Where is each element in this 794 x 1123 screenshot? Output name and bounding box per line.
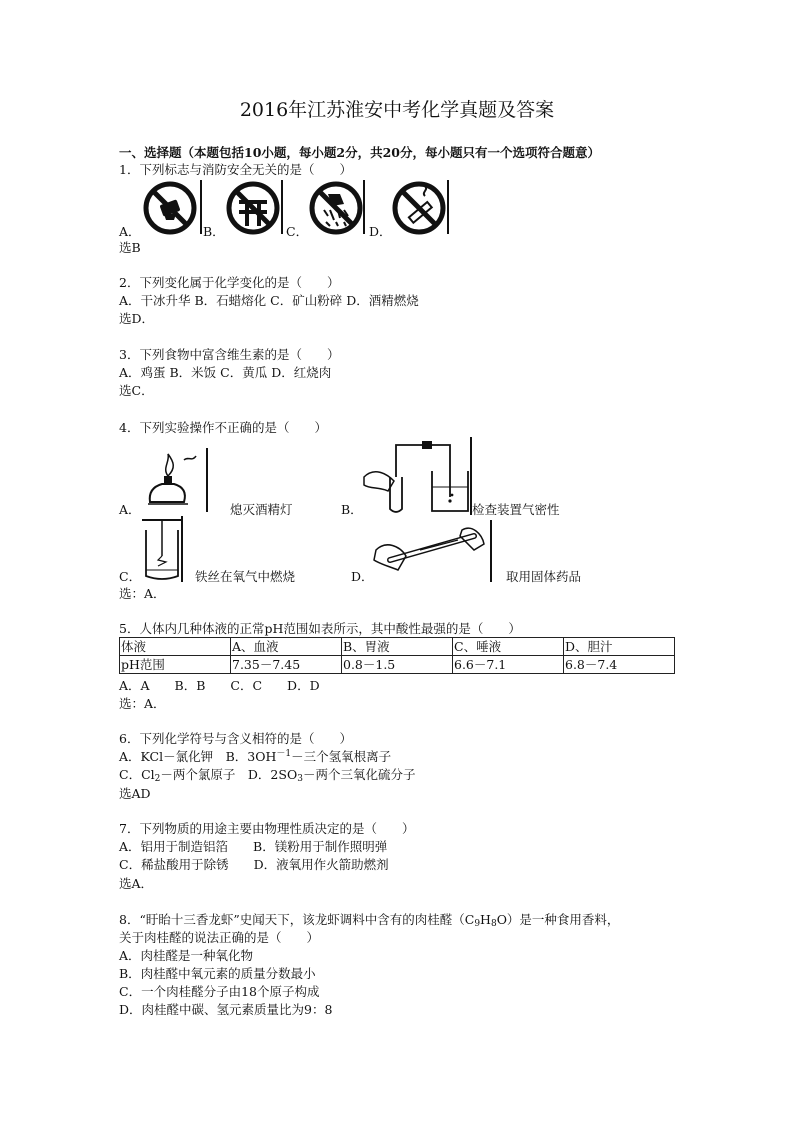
- table-cell: 0.8－1.5: [342, 656, 453, 674]
- table-cell: A、血液: [231, 638, 342, 656]
- q4-caption-c: 铁丝在氧气中燃烧: [195, 569, 296, 584]
- q8-stem-line-2: 关于肉桂醛的说法正确的是（ ）: [119, 930, 320, 945]
- q4-option-b: B．: [341, 502, 363, 517]
- q4-option-a: A．: [119, 502, 141, 517]
- q2-options: A．干冰升华 B．石蜡熔化 C．矿山粉碎 D．酒精燃烧: [119, 293, 419, 308]
- ph-range-table: [119, 637, 675, 674]
- no-smoking-sign-icon: [391, 180, 447, 236]
- table-cell: B、胃液: [342, 638, 453, 656]
- q6-answer: 选AD: [119, 786, 151, 801]
- q7-options-line-2: C．稀盐酸用于除锈 D．液氧用作火箭助燃剂: [119, 857, 389, 872]
- figure-divider: [447, 180, 449, 234]
- q8-option-b: B．肉桂醛中氧元素的质量分数最小: [119, 966, 316, 981]
- q7-answer: 选A．: [119, 876, 154, 891]
- table-cell: D、胆汁: [564, 638, 675, 656]
- q5-stem: 5．人体内几种体液的正常pH范围如表所示，其中酸性最强的是（ ）: [119, 621, 521, 636]
- q6-option-a: A．KCl－氯化钾: [119, 749, 214, 764]
- table-cell: 7.35－7.45: [231, 656, 342, 674]
- q1-option-d: D．: [369, 224, 392, 239]
- q4-answer: 选：A．: [119, 586, 166, 601]
- q2-answer: 选D．: [119, 311, 155, 326]
- q4-option-d: D．: [351, 569, 374, 584]
- table-cell: C、唾液: [453, 638, 564, 656]
- q8-option-a: A．肉桂醛是一种氧化物: [119, 948, 254, 963]
- figure-divider: [181, 516, 183, 582]
- table-header-row: [120, 638, 675, 656]
- q1-stem: 1．下列标志与消防安全无关的是（ ）: [119, 162, 352, 177]
- figure-divider: [200, 180, 202, 234]
- q6-options-line-1: [119, 749, 391, 765]
- q4-caption-d: 取用固体药品: [506, 569, 582, 584]
- page-title: 2016年江苏淮安中考化学真题及答案: [239, 99, 555, 121]
- q8-option-d: D．肉桂醛中碳、氢元素质量比为9：8: [119, 1002, 333, 1017]
- q5-answer: 选：A．: [119, 696, 166, 711]
- q6-options-line-2: [119, 767, 415, 783]
- no-flammables-sign-icon: [308, 180, 364, 236]
- q4-caption-b: 检查装置气密性: [472, 502, 560, 517]
- q4-option-c: C．: [119, 569, 142, 584]
- q1-option-a: A．: [119, 224, 141, 239]
- q1-answer: 选B: [119, 240, 141, 255]
- solid-reagent-figure-icon: [370, 520, 492, 582]
- no-parking-sign-icon: [225, 180, 281, 236]
- figure-divider: [363, 180, 365, 234]
- q1-option-c: C．: [286, 224, 309, 239]
- q5-options: A．A B．B C．C D．D: [119, 678, 320, 693]
- q2-stem: 2．下列变化属于化学变化的是（ ）: [119, 275, 340, 290]
- q6-option-b: B．$3OH^{-1}-$三个氢氧根离子: [225, 749, 392, 764]
- q3-options: A．鸡蛋 B．米饭 C．黄瓜 D．红烧肉: [119, 365, 332, 380]
- q7-options-line-1: A．铝用于制造铝箔 B．镁粉用于制作照明弹: [119, 839, 388, 854]
- iron-wire-burning-figure-icon: [140, 516, 184, 582]
- q8-stem-line-1: 8．“盱眙十三香龙虾”史闻天下，该龙虾调料中含有的肉桂醛$(C_9H_8O)$是一种食用香料，: [119, 912, 620, 929]
- q6-option-c: C．$Cl_2-$两个氯原子: [119, 767, 236, 784]
- table-row: [120, 656, 675, 674]
- q8-option-c: C．一个肉桂醛分子由18个原子构成: [119, 984, 320, 999]
- figure-divider: [206, 448, 208, 512]
- q3-stem: 3．下列食物中富含维生素的是（ ）: [119, 347, 340, 362]
- q7-stem: 7．下列物质的用途主要由物理性质决定的是（ ）: [119, 821, 415, 836]
- q4-stem: 4．下列实验操作不正确的是（ ）: [119, 420, 327, 435]
- table-cell: 6.6－7.1: [453, 656, 564, 674]
- section-heading: 一、选择题（本题包括10小题，每小题2分，共20分，每小题只有一个选项符合题意）: [119, 145, 600, 160]
- figure-divider: [490, 520, 492, 582]
- table-cell: 体液: [120, 638, 231, 656]
- q3-answer: 选C．: [119, 383, 154, 398]
- table-cell: pH范围: [120, 656, 231, 674]
- alcohol-lamp-figure-icon: [140, 448, 202, 512]
- figure-divider: [281, 180, 283, 234]
- no-fireworks-sign-icon: [142, 180, 198, 236]
- table-cell: 6.8－7.4: [564, 656, 675, 674]
- q1-option-b: B．: [203, 224, 225, 239]
- q6-option-d: D．$2SO_3-$两个三氧化硫分子: [247, 767, 416, 784]
- q6-stem: 6．下列化学符号与含义相符的是（ ）: [119, 731, 352, 746]
- airtightness-check-figure-icon: [360, 437, 470, 515]
- q4-caption-a: 熄灭酒精灯: [230, 502, 293, 517]
